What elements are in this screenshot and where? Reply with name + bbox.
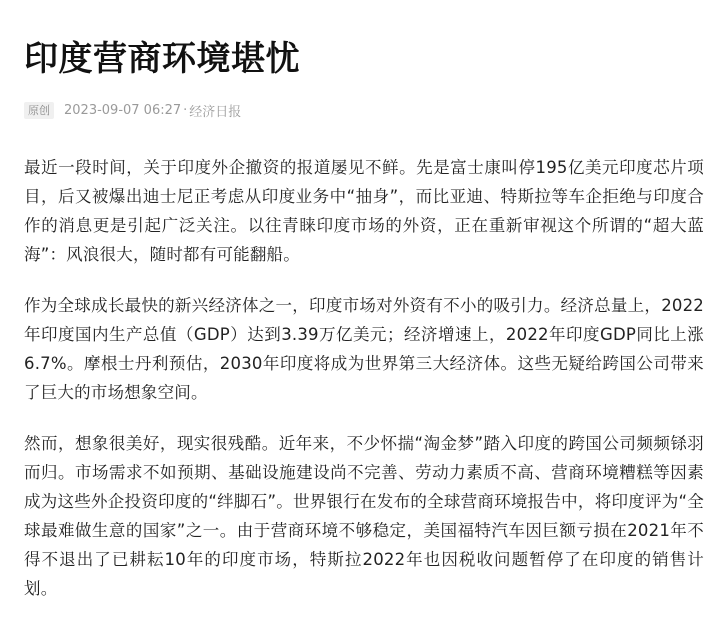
original-badge: 原创	[24, 102, 54, 119]
paragraph: 然而，想象很美好，现实很残酷。近年来，不少怀揣“淘金梦”踏入印度的跨国公司频频铩羽而归。市场需求不如预期、基础设施建设尚不完善、劳动力素质不高、营商环境糟糕等因素成为这些外企投资印度的“绊脚石”。世界银行在发布的全球营商环境报告中，将印度评为“全球最难做生意的国家”之一。由于营商环境不够稳定，美国福特汽车因巨额亏损在2021年不得不退出了已耕耘10年的印度市场，特斯拉2022年也因税收问题暂停了在印度的销售计划。	[24, 434, 704, 598]
article-title: 印度营商环境堪忧	[24, 39, 300, 79]
source-link[interactable]: 经济日报	[189, 104, 242, 120]
paragraph: 作为全球成长最快的新兴经济体之一，印度市场对外资有不小的吸引力。经济总量上，2022年印度国内生产总值（GDP）达到3.39万亿美元；经济增速上，2022年印度GDP同比上涨6.7%。摩根士丹利预估，2030年印度将成为世界第三大经济体。这些无疑给跨国公司带来了巨大的市场想象空间。	[24, 296, 704, 402]
publish-datetime: 2023-09-07 06:27	[64, 102, 182, 118]
meta-separator: ·	[183, 102, 188, 118]
article-body	[24, 153, 704, 603]
paragraph: 最近一段时间，关于印度外企撤资的报道屡见不鲜。先是富士康叫停195亿美元印度芯片项目，后又被爆出迪士尼正考虑从印度业务中“抽身”，而比亚迪、特斯拉等车企拒绝与印度合作的消息更是引起广泛关注。以往青睐印度市场的外资，正在重新审视这个所谓的“超大蓝海”：风浪很大，随时都有可能翻船。	[24, 158, 704, 264]
article-meta	[24, 100, 704, 120]
article	[24, 36, 704, 625]
